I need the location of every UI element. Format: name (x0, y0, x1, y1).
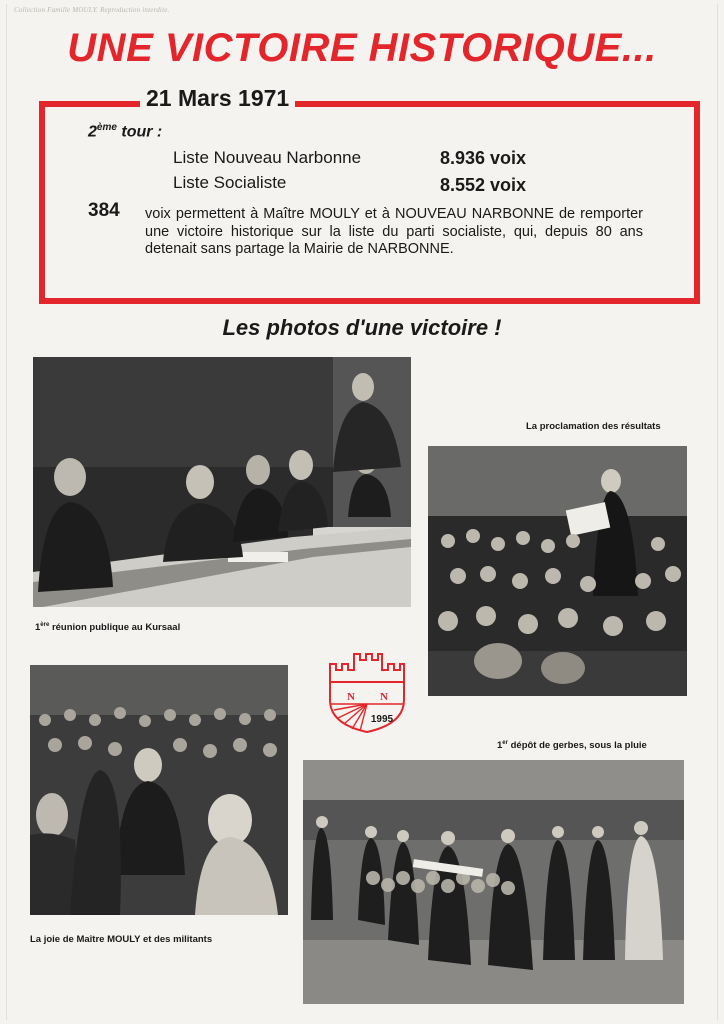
logo-emblem-icon (324, 642, 406, 734)
caption-joie: La joie de Maître MOULY et des militants (30, 934, 213, 945)
list-votes-socialiste: 8.552 voix (440, 175, 527, 195)
caption-gerbes-text: dépôt de gerbes, sous la pluie (507, 740, 647, 752)
nouveau-narbonne-logo (324, 642, 406, 734)
photo-joie-militants (30, 665, 288, 915)
list-votes-nouveau-narbonne: 8.936 voix (440, 148, 527, 168)
logo-letter-left: N (347, 691, 355, 703)
photos-subheadline: Les photos d'une victoire ! (222, 315, 502, 340)
caption-kursaal-text: réunion publique au Kursaal (49, 622, 181, 634)
photo-kursaal-image (33, 357, 411, 607)
logo-year: 1995 (370, 714, 394, 725)
round-word: tour : (121, 123, 163, 141)
caption-gerbes (497, 740, 647, 751)
caption-proclamation: La proclamation des résultats (526, 421, 661, 432)
list-name-nouveau-narbonne: Liste Nouveau Narbonne (173, 148, 362, 167)
caption-gerbes-ordinal-suffix: er (502, 740, 508, 746)
photo-kursaal-meeting (33, 357, 411, 607)
photo-proclamation (428, 446, 687, 696)
photo-joie-image (30, 665, 288, 915)
vote-margin-number: 384 (88, 200, 120, 221)
election-date: 21 Mars 1971 (140, 85, 295, 112)
headline: UNE VICTOIRE HISTORIQUE... (67, 26, 657, 70)
photo-proclamation-image (428, 446, 687, 696)
round-number: 2 (88, 123, 97, 141)
list-name-socialiste: Liste Socialiste (173, 173, 287, 192)
photo-depot-gerbes (303, 760, 684, 1004)
logo-letter-right: N (380, 691, 388, 703)
photo-gerbes-image (303, 760, 684, 1004)
caption-kursaal-ordinal-suffix: ère (40, 622, 50, 628)
caption-kursaal (35, 622, 180, 633)
round-label (88, 122, 162, 141)
round-suffix: ème (96, 122, 117, 133)
collection-watermark: Collection Famille MOULY. Reproduction interdite. (14, 6, 170, 14)
vote-margin-text: voix permettent à Maître MOULY et à NOUVEAU NARBONNE de remporter une victoire historique sur la liste du parti socialiste, qui, depuis 80 ans detenait sans partage la Mairie de NARBONNE. (145, 206, 643, 257)
caption-gerbes-ordinal: 1 (497, 740, 503, 752)
caption-kursaal-ordinal: 1 (35, 622, 41, 634)
